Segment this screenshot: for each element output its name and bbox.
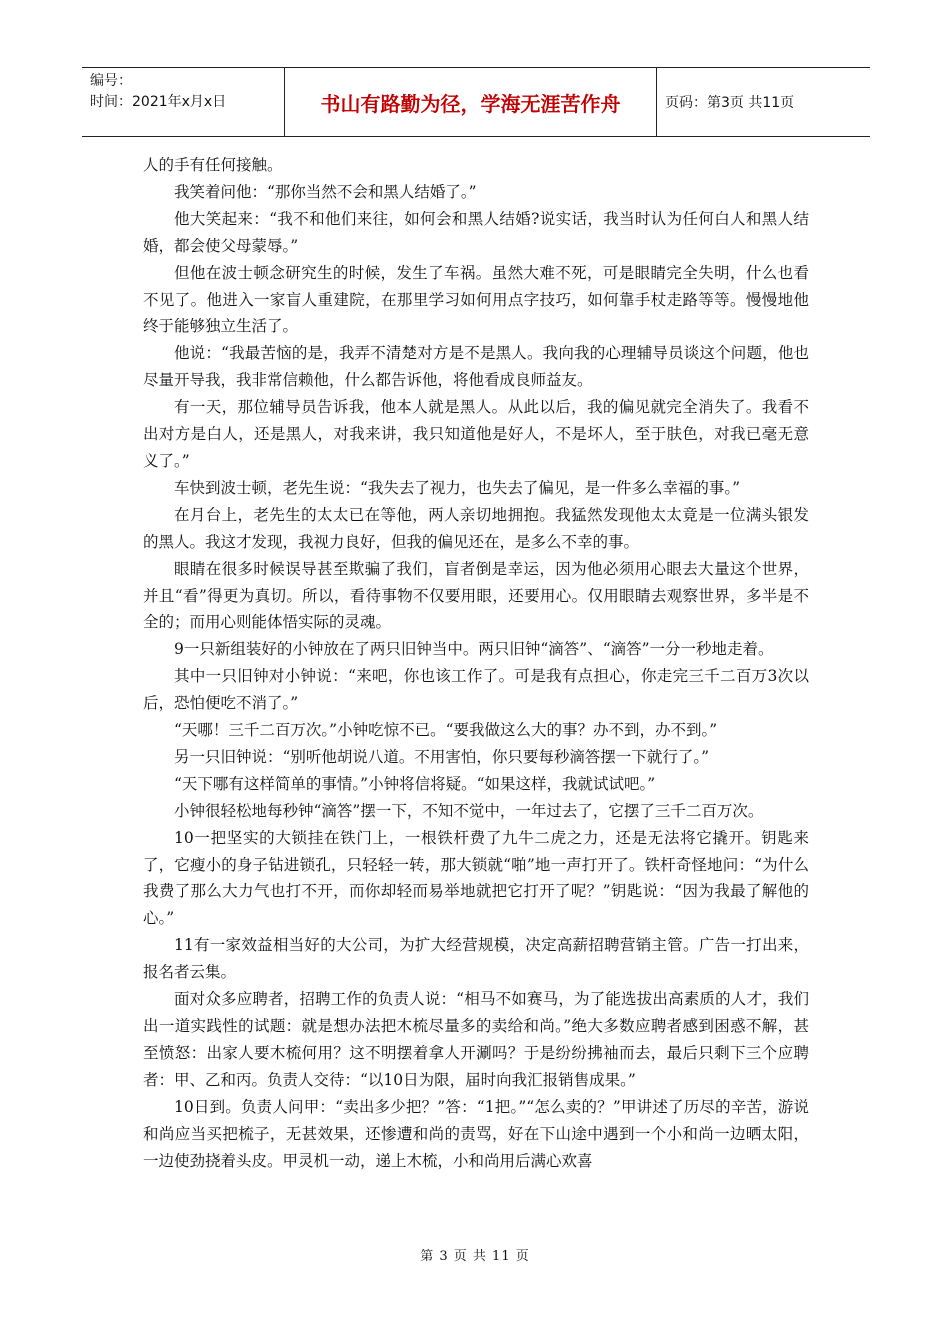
paragraph: 车快到波士顿，老先生说：“我失去了视力，也失去了偏见，是一件多么幸福的事。” [174, 478, 741, 497]
paragraph: 但他在波士顿念研究生的时候，发生了车祸。虽然大难不死，可是眼睛完全失明，什么也看不见了。他进入一家盲人重建院，在那里学习如何用点字技巧，如何靠手杖走路等等。慢慢地他终于能够独立生活了。 [143, 263, 809, 336]
paragraph: “天哪！三千二百万次。”小钟吃惊不已。“要我做这么大的事？办不到，办不到。” [174, 721, 718, 740]
paragraph: 他大笑起来：“我不和他们来往，如何会和黑人结婚?说实话，我当时认为任何白人和黑人结婚，都会使父母蒙辱。” [143, 209, 809, 255]
paragraph: 我笑着问他：“那你当然不会和黑人结婚了。” [174, 182, 477, 201]
paragraph: 11有一家效益相当好的大公司，为扩大经营规模，决定高薪招聘营销主管。广告一打出来，报名者云集。 [143, 936, 809, 982]
paragraph: 眼睛在很多时候误导甚至欺骗了我们，盲者倒是幸运，因为他必须用心眼去大量这个世界，并且“看”得更为真切。所以，看待事物不仅要用眼，还要用心。仅用眼睛去观察世界，多半是不全的；而用心则能体悟实际的灵魂。 [143, 559, 809, 632]
paragraph: 在月台上，老先生的太太已在等他，两人亲切地拥抱。我猛然发现他太太竟是一位满头银发的黑人。我这才发现，我视力良好，但我的偏见还在，是多么不幸的事。 [143, 505, 809, 551]
paragraph: 面对众多应聘者，招聘工作的负责人说：“相马不如赛马，为了能选拔出高素质的人才，我们出一道实践性的试题：就是想办法把木梳尽量多的卖给和尚。”绝大多数应聘者感到困惑不解，甚至愤怒：出家人要木梳何用？这不明摆着拿人开涮吗？于是纷纷拂袖而去，最后只剩下三个应聘者：甲、乙和丙。负责人交待：“以10日为限，届时向我汇报销售成果。” [143, 990, 809, 1089]
paragraph: 9一只新组装好的小钟放在了两只旧钟当中。两只旧钟“滴答”、“滴答”一分一秒地走着。 [174, 640, 774, 659]
paragraph: 有一天，那位辅导员告诉我，他本人就是黑人。从此以后，我的偏见就完全消失了。我看不出对方是白人，还是黑人，对我来讲，我只知道他是好人，不是坏人，至于肤色，对我已毫无意义了。” [143, 398, 809, 470]
paragraph: 10一把坚实的大锁挂在铁门上，一根铁杆费了九牛二虎之力，还是无法将它撬开。钥匙来了，它瘦小的身子钻进锁孔，只轻轻一转，那大锁就“啪”地一声打开了。铁杆奇怪地问：“为什么我费了那么大力气也打不开，而你却轻而易举地就把它打开了呢？”钥匙说：“因为我最了解他的心。” [143, 828, 809, 928]
paragraph: 另一只旧钟说：“别听他胡说八道。不用害怕，你只要每秒滴答摆一下就行了。” [174, 747, 710, 766]
paragraph: 小钟很轻松地每秒钟“滴答”摆一下，不知不觉中，一年过去了，它摆了三千二百万次。 [174, 801, 764, 820]
paragraph: 人的手有任何接触。 [143, 156, 283, 174]
header-page-label: 页码：第3页 共11页 [665, 95, 795, 111]
paragraph: 他说：“我最苦恼的是，我弄不清楚对方是不是黑人。我向我的心理辅导员谈这个问题，他也尽量开导我，我非常信赖他，什么都告诉他，将他看成良师益友。 [143, 344, 809, 390]
page-footer: 第 3 页 共 11 页 [420, 1249, 530, 1264]
paragraph: “天下哪有这样简单的事情。”小钟将信将疑。“如果这样，我就试试吧。” [174, 774, 656, 793]
document-body [143, 152, 809, 1174]
header-motto: 书山有路勤为径，学海无涯苦作舟 [285, 68, 657, 136]
paragraph: 10日到。负责人问甲：“卖出多少把？”答：“1把。”“怎么卖的？”甲讲述了历尽的辛苦，游说和尚应当买把梳子，无甚效果，还惨遭和尚的责骂，好在下山途中遇到一个小和尚一边晒太阳，一边使劲挠着头皮。甲灵机一动，递上木梳，小和尚用后满心欢喜 [143, 1097, 809, 1170]
header-meta [82, 68, 285, 136]
paragraph: 其中一只旧钟对小钟说：“来吧，你也该工作了。可是我有点担心，你走完三千二百万3次以后，恐怕便吃不消了。” [143, 667, 809, 713]
page-header [82, 67, 870, 137]
document-time-label: 时间：2021年x月x日 [90, 94, 227, 110]
document-number-label: 编号： [90, 73, 132, 89]
